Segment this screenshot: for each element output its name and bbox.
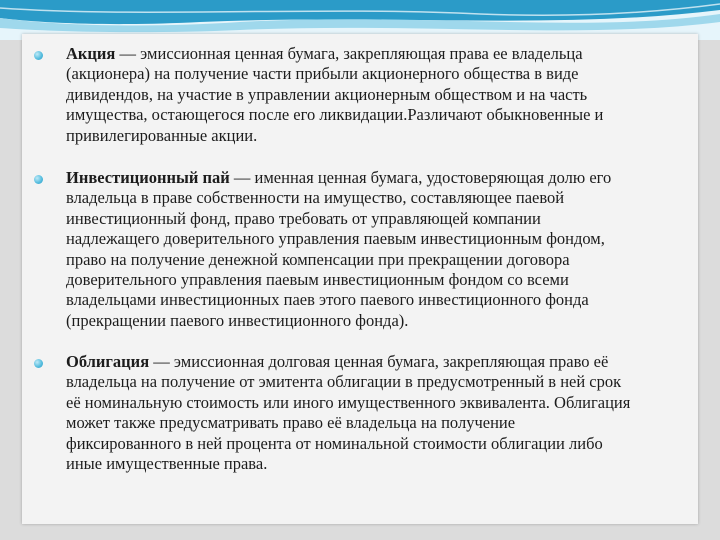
- text-line: дивидендов, на участие в управлении акционерным обществом и на часть: [66, 84, 588, 104]
- definition-text: [66, 44, 686, 146]
- definition-text: [66, 352, 686, 474]
- text-line: владельца в праве собственности на имущество, составляющее паевой: [66, 188, 565, 208]
- text-line: (акционера) на получение части прибыли акционерного общества в виде: [66, 64, 579, 84]
- text-line: иные имущественные права.: [66, 454, 268, 474]
- slide-content-panel: [22, 34, 698, 524]
- text-line: доверительного управления паевым инвестиционным фондом со всеми: [66, 270, 569, 290]
- bullet-dot-icon: [34, 359, 43, 368]
- text-line: (прекращении паевого инвестиционного фонда).: [66, 310, 409, 330]
- bullet-dot-icon: [34, 175, 43, 184]
- text-line: надлежащего доверительного управления паевым инвестиционным фондом,: [66, 229, 605, 249]
- text-line: владельцами инвестиционных паев этого паевого инвестиционного фонда: [66, 290, 589, 310]
- text-line: инвестиционный фонд, право требовать от управляющей компании: [66, 208, 541, 228]
- definition-text: [66, 168, 686, 331]
- text-line: — эмиссионная долговая ценная бумага, закрепляющая право её: [149, 352, 609, 371]
- text-line: привилегированные акции.: [66, 125, 258, 145]
- text-line: — эмиссионная ценная бумага, закрепляющая права ее владельца: [115, 44, 583, 63]
- text-line: фиксированного в ней процента от номинальной стоимости облигации либо: [66, 433, 603, 453]
- term-bond: Облигация: [66, 352, 150, 371]
- term-investment-unit: Инвестиционный пай: [66, 168, 230, 187]
- text-line: имущества, остающегося после его ликвидации.Различают обыкновенные и: [66, 105, 604, 125]
- text-line: владельца на получение от эмитента облигации в предусмотренный в ней срок: [66, 372, 622, 392]
- text-line: — именная ценная бумага, удостоверяющая долю его: [229, 168, 612, 187]
- text-line: её номинальную стоимость или иного имущественного эквивалента. Облигация: [66, 392, 631, 412]
- term-share: Акция: [66, 44, 116, 63]
- text-line: может также предусматривать право её владельца на получение: [66, 413, 516, 433]
- bullet-dot-icon: [34, 51, 43, 60]
- text-line: право на получение денежной компенсации при прекращении договора: [66, 249, 570, 269]
